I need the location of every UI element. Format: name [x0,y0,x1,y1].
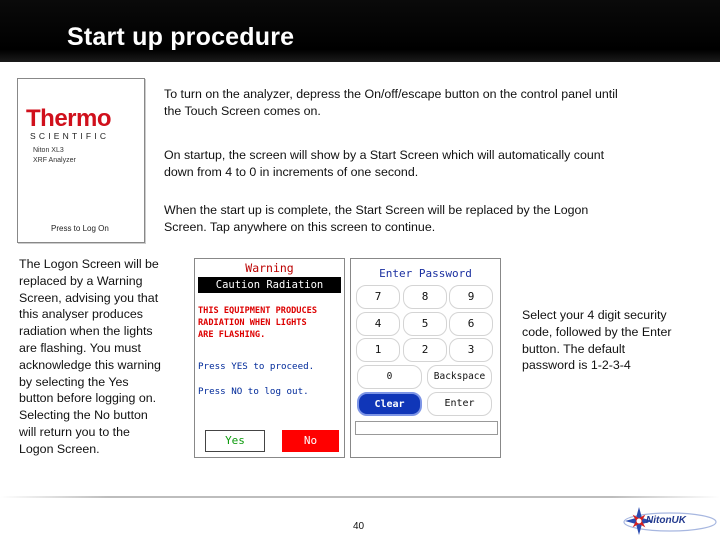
backspace-key[interactable]: Backspace [427,365,492,389]
key-3[interactable]: 3 [449,338,493,362]
key-6[interactable]: 6 [449,312,493,336]
key-9[interactable]: 9 [449,285,493,309]
para-line: are flashing. You must [19,340,141,355]
warning-line: THIS EQUIPMENT PRODUCES [198,306,317,316]
clear-key[interactable]: Clear [357,392,422,416]
press-to-logon-label: Press to Log On [51,224,109,233]
para-line: Screen. Tap anywhere on this screen to continue. [164,219,436,234]
para-line: code, followed by the Enter [522,324,672,339]
key-0[interactable]: 0 [357,365,422,389]
para-line: The Logon Screen will be [19,257,159,271]
key-2[interactable]: 2 [403,338,447,362]
footer-divider [0,496,720,498]
para-line: When the start up is complete, the Start Screen will be replaced by the Logon [164,203,589,217]
paragraph-password-instructions [522,307,712,374]
slide-title: Start up procedure [67,23,295,51]
paragraph-warning-explanation [19,256,189,458]
paragraph-power-on [164,86,618,119]
enter-password-title: Enter Password [379,267,472,280]
para-line: replaced by a Warning [19,273,143,288]
key-1[interactable]: 1 [356,338,400,362]
para-line: Selecting the No button [19,408,148,423]
caution-radiation-banner: Caution Radiation [198,277,341,293]
para-line: radiation when the lights [19,324,153,339]
enter-key[interactable]: Enter [427,392,492,416]
paragraph-logon [164,202,588,235]
para-line: acknowledge this warning [19,357,161,372]
warning-line: RADIATION WHEN LIGHTS [198,318,307,328]
para-line: will return you to the [19,424,130,439]
logout-instruction: Press NO to log out. [198,386,309,397]
para-line: Logon Screen. [19,441,100,456]
key-4[interactable]: 4 [356,312,400,336]
para-line: by selecting the Yes [19,374,129,389]
key-7[interactable]: 7 [356,285,400,309]
para-line: button before logging on. [19,391,157,406]
warning-screen [194,258,345,458]
para-line: password is 1-2-3-4 [522,358,631,373]
thermo-logo: Thermo [26,105,112,132]
scientific-logo-text: SCIENTIFIC [30,131,110,141]
para-line: down from 4 to 0 in increments of one second. [164,164,419,179]
para-line: To turn on the analyzer, depress the On/off/escape button on the control panel until [164,87,618,101]
para-line: Select your 4 digit security [522,308,667,322]
para-line: the Touch Screen comes on. [164,103,321,118]
warning-line: ARE FLASHING. [198,330,266,340]
warning-title: Warning [245,261,294,275]
model-line-1: Niton XL3 [33,147,64,154]
title-bar [0,0,720,62]
para-line: button. The default [522,341,626,356]
para-line: this analyser produces [19,307,143,322]
page-number: 40 [353,521,365,532]
para-line: Screen, advising you that [19,290,159,305]
model-line-2: XRF Analyzer [33,157,76,164]
proceed-instruction: Press YES to proceed. [198,361,315,372]
para-line: On startup, the screen will show by a Start Screen which will automatically count [164,148,605,162]
start-screen-image [17,78,145,243]
radiation-warning-text [198,305,317,341]
yes-button[interactable]: Yes [205,430,265,452]
paragraph-startup [164,147,604,180]
password-field[interactable] [355,421,498,435]
password-screen [350,258,501,458]
key-8[interactable]: 8 [403,285,447,309]
no-button[interactable]: No [282,430,339,452]
key-5[interactable]: 5 [403,312,447,336]
niton-brand: NitonUK [646,515,686,526]
